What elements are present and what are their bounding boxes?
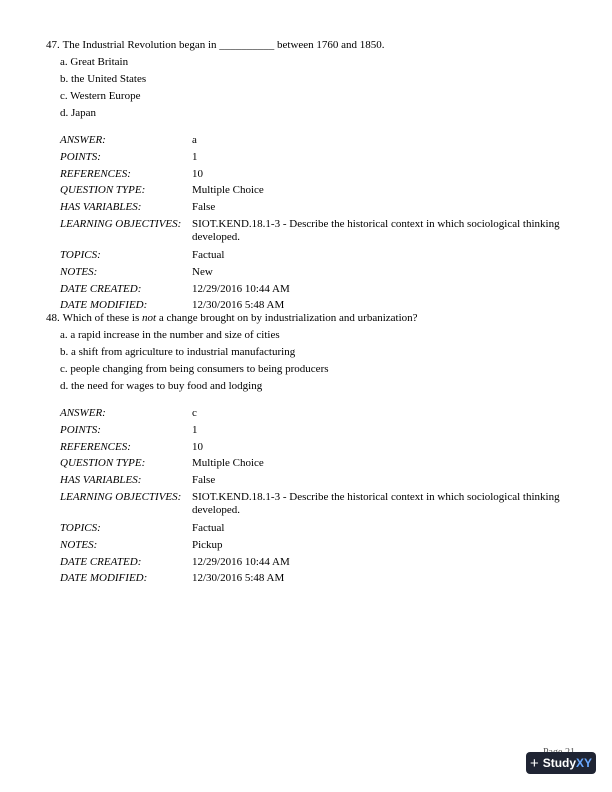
meta-row-date-modified: DATE MODIFIED: 12/30/2016 5:48 AM [60,572,285,585]
meta-row-answer: ANSWER: a [60,134,562,151]
question-metadata [60,134,562,316]
option-c: c. Western Europe [60,90,141,102]
question-stem: 47. The Industrial Revolution began in __________ between 1760 and 1850. [46,39,385,51]
meta-row-has-variables: HAS VARIABLES: False [60,474,216,487]
answer-options [60,55,566,123]
meta-row-learning-objectives: LEARNING OBJECTIVES: SIOT.KEND.18.1-3 - Describe the historical context in which sociological thinking developed. [60,217,560,244]
meta-row-references: REFERENCES: 10 [60,440,203,453]
answer-options [60,328,566,396]
meta-row-answer: ANSWER: c [60,407,562,424]
meta-row-learning-objectives: LEARNING OBJECTIVES: SIOT.KEND.18.1-3 - Describe the historical context in which sociological thinking developed. [60,490,560,517]
meta-row-points: POINTS: 1 [60,150,198,163]
meta-row-date-created: DATE CREATED: 12/29/2016 10:44 AM [60,282,290,295]
option-a: a. Great Britain [60,56,129,68]
option-b: b. a shift from agriculture to industrial manufacturing [60,346,296,358]
question-number: 47. [46,39,60,51]
question-47 [46,38,566,316]
question-metadata [60,407,562,589]
option-c: c. people changing from being consumers to being producers [60,363,329,375]
option-d: d. the need for wages to buy food and lodging [60,380,263,392]
answer-value: c [192,407,197,419]
meta-row-topics: TOPICS: Factual [60,248,225,261]
question-48 [46,311,566,589]
meta-row-has-variables: HAS VARIABLES: False [60,201,216,214]
answer-blank: __________ [219,39,275,51]
question-stem: 48. Which of these is not a change brought on by industrialization and urbanization? [46,312,418,324]
meta-row-question-type: QUESTION TYPE: Multiple Choice [60,184,264,197]
studyxy-badge[interactable] [526,752,596,774]
option-a: a. a rapid increase in the number and size of cities [60,329,280,341]
meta-row-question-type: QUESTION TYPE: Multiple Choice [60,457,264,470]
option-b: b. the United States [60,73,147,85]
meta-row-topics: TOPICS: Factual [60,521,225,534]
meta-row-notes: NOTES: New [60,265,213,278]
badge-logo: StudyXY [542,756,593,770]
meta-row-date-created: DATE CREATED: 12/29/2016 10:44 AM [60,555,290,568]
plus-icon: + [529,754,539,772]
meta-row-points: POINTS: 1 [60,423,198,436]
answer-value: a [192,134,197,146]
meta-row-references: REFERENCES: 10 [60,167,203,180]
meta-row-date-modified: DATE MODIFIED: 12/30/2016 5:48 AM [60,299,285,312]
option-d: d. Japan [60,107,97,119]
question-number: 48. [46,312,60,324]
emphasized-word: not [142,312,157,324]
meta-row-notes: NOTES: Pickup [60,538,223,551]
